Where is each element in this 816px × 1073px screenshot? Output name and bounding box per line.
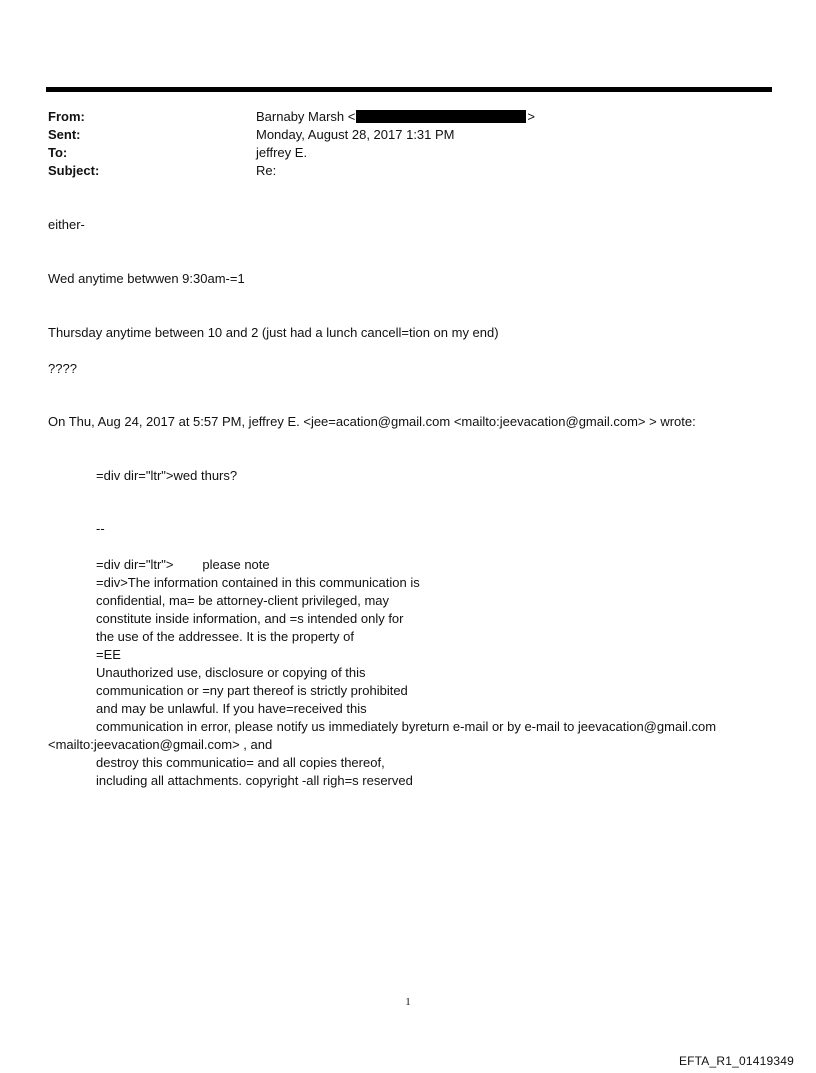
quote-dashes: --	[96, 521, 105, 536]
from-name: Barnaby Marsh <	[256, 109, 356, 124]
sent-value: Monday, August 28, 2017 1:31 PM	[256, 127, 455, 142]
from-label: From:	[48, 109, 85, 124]
to-value: jeffrey E.	[256, 145, 308, 160]
redaction-box	[356, 110, 526, 123]
signature-line: constitute inside information, and =s intended only for	[96, 611, 404, 626]
signature-wrap-line: <mailto:jeevacation@gmail.com> , and	[48, 737, 273, 752]
from-close: >	[527, 109, 535, 124]
from-value	[256, 108, 535, 126]
document-id: EFTA_R1_01419349	[678, 1054, 794, 1068]
body-line-1: either-	[48, 217, 85, 232]
body-line-3: Thursday anytime between 10 and 2 (just had a lunch cancell=tion on my end)	[48, 325, 499, 340]
signature-line: destroy this communicatio= and all copies thereof,	[96, 755, 385, 770]
subject-label: Subject:	[48, 163, 100, 178]
body-line-4: ????	[48, 361, 77, 376]
sent-label: Sent:	[48, 127, 81, 142]
signature-line: confidential, ma= be attorney-client privileged, may	[96, 593, 390, 608]
signature-line: communication in error, please notify us immediately byreturn e-mail or by e-mail to jeevacation@gmail.com	[96, 719, 717, 734]
header-rule	[46, 87, 772, 92]
signature-line: =div>The information contained in this communication is	[96, 575, 420, 590]
signature-line: Unauthorized use, disclosure or copying of this	[96, 665, 366, 680]
page-number: 1	[405, 996, 411, 1008]
signature-line: and may be unlawful. If you have=received this	[96, 701, 367, 716]
quote-line-1: =div dir="ltr">wed thurs?	[96, 468, 238, 483]
signature-line: communication or =ny part thereof is strictly prohibited	[96, 683, 408, 698]
signature-line: the use of the addressee. It is the property of	[96, 629, 354, 644]
body-line-2: Wed anytime betwwen 9:30am-=1	[48, 271, 245, 286]
quote-intro: On Thu, Aug 24, 2017 at 5:57 PM, jeffrey E. <jee=acation@gmail.com <mailto:jeevacation@gmail.com> > wrote:	[48, 414, 696, 429]
signature-line: including all attachments. copyright -all righ=s reserved	[96, 773, 413, 788]
subject-value: Re:	[256, 163, 277, 178]
signature-line: =div dir="ltr"> please note	[96, 557, 270, 572]
to-label: To:	[48, 145, 68, 160]
signature-line: =EE	[96, 647, 121, 662]
